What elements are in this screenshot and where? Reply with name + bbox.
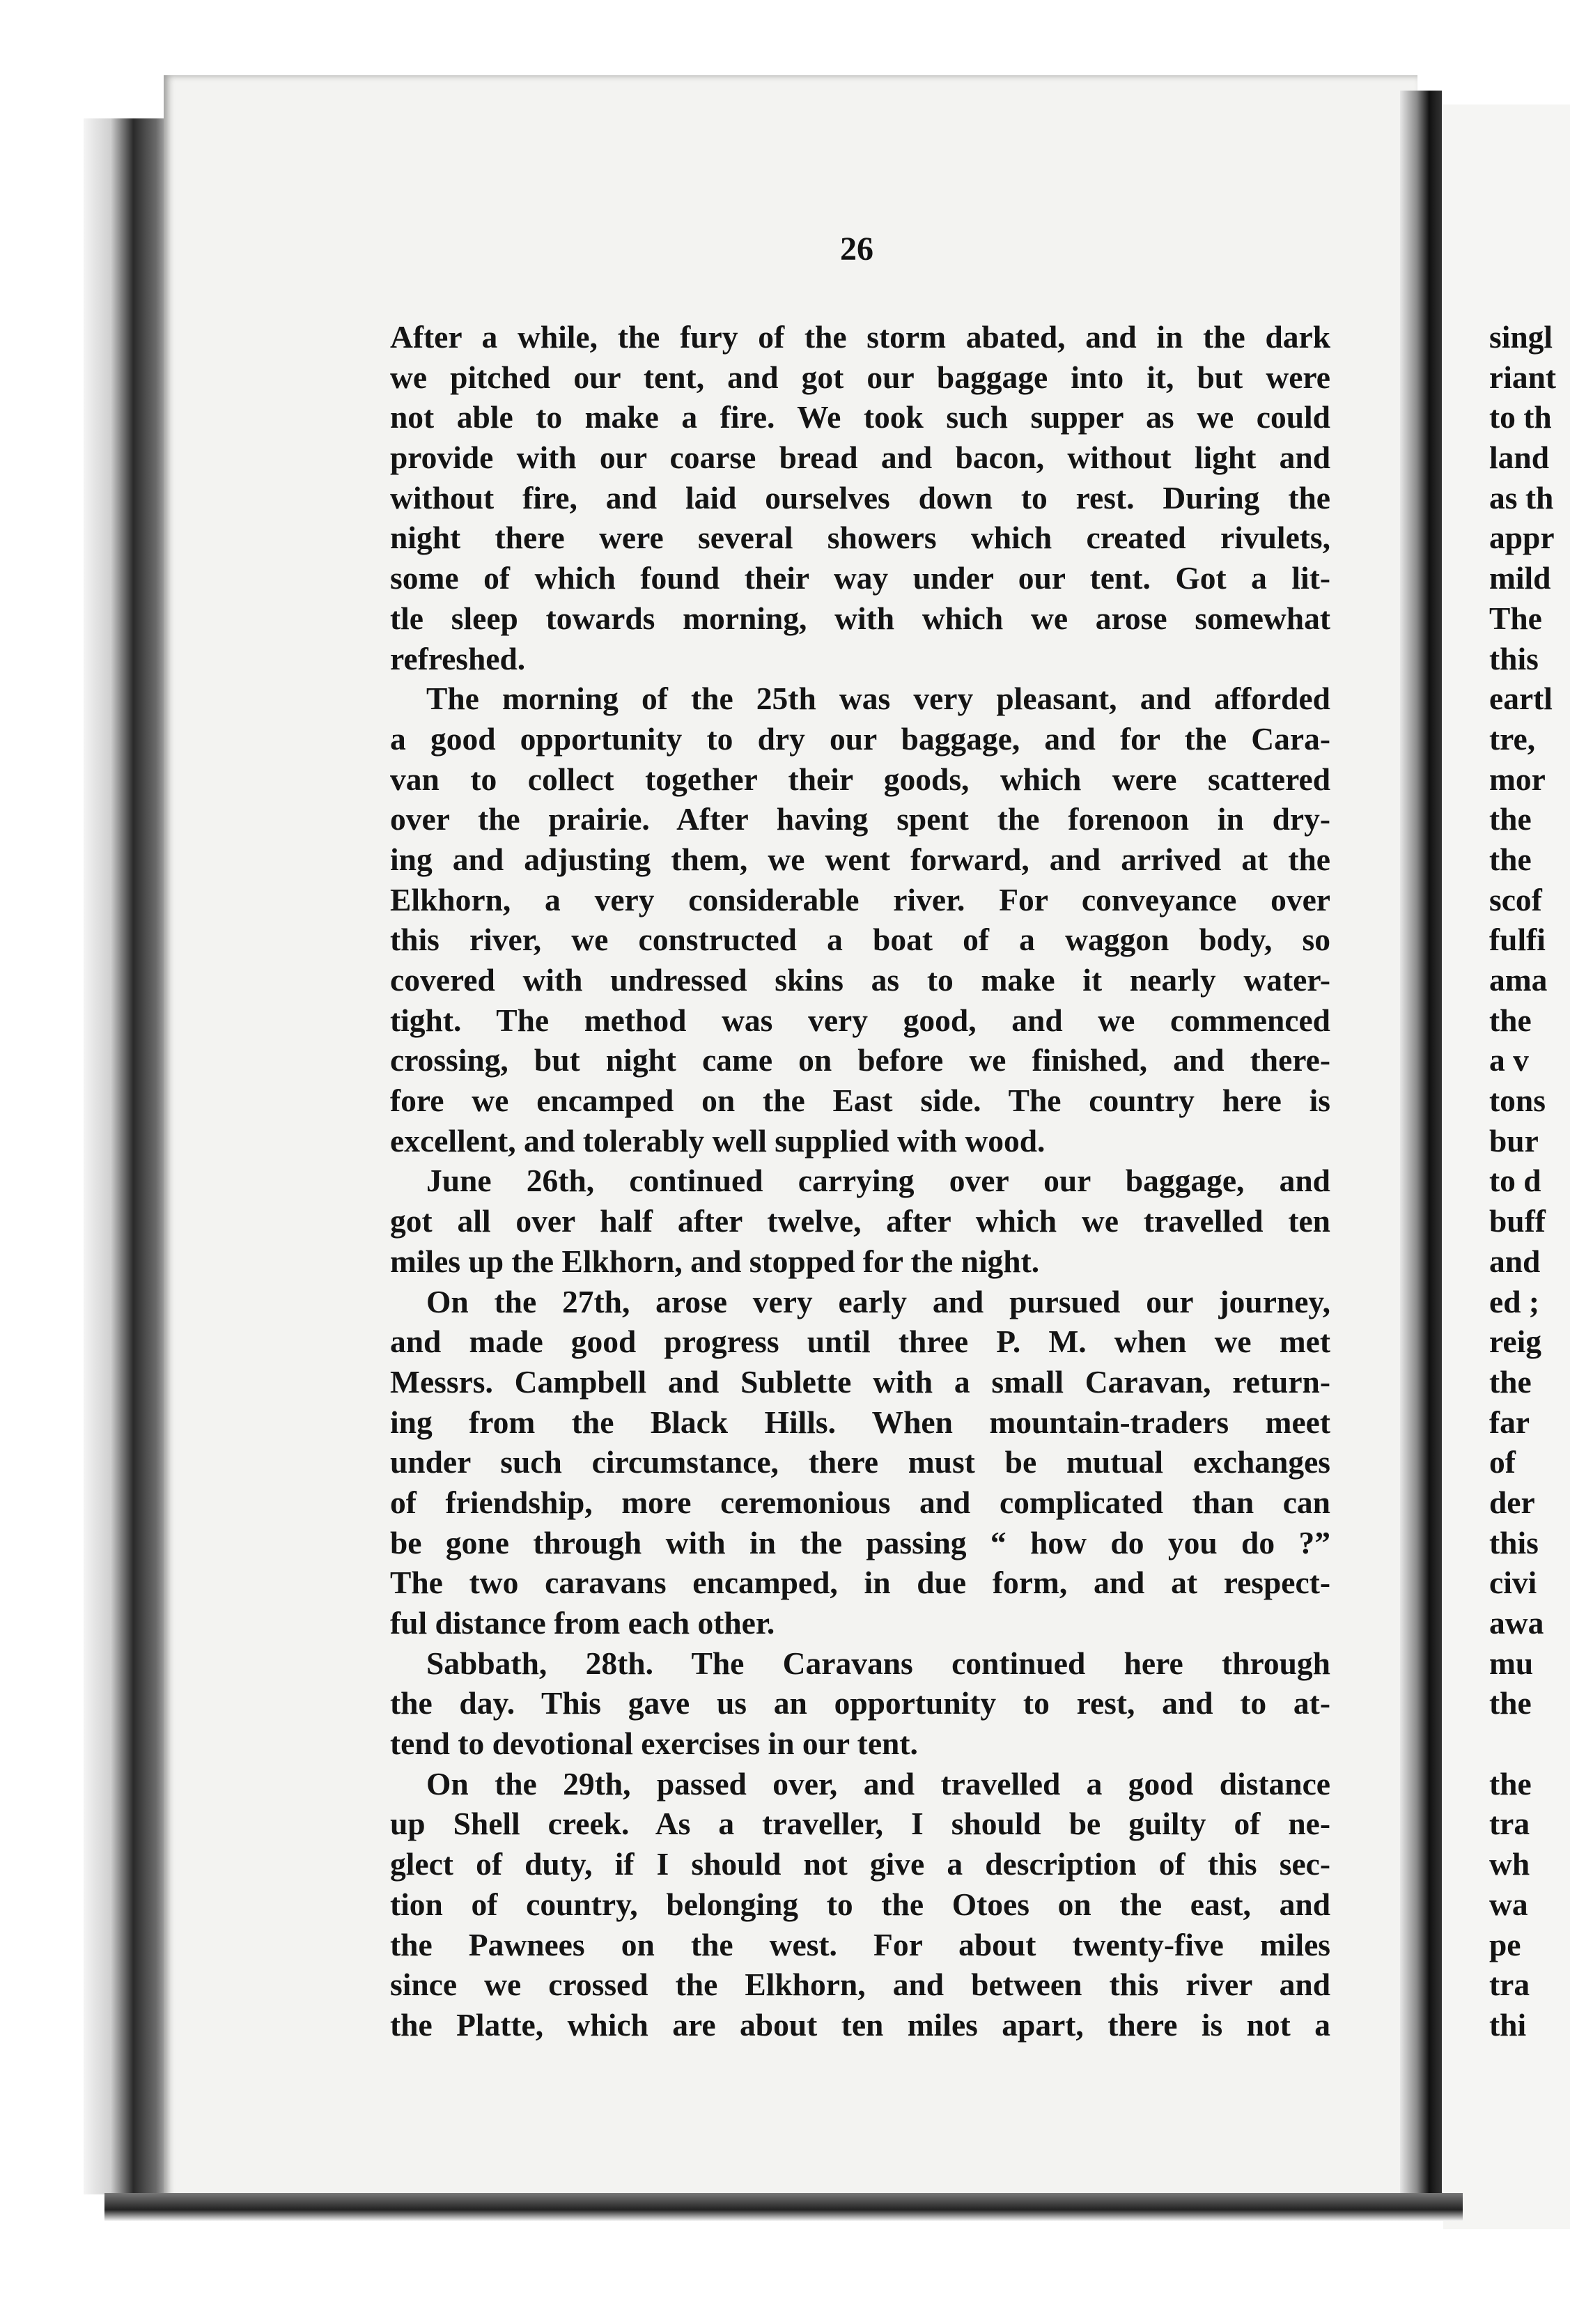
text-line: The morning of the 25th was very pleasant, and afforded <box>426 681 1330 717</box>
right-page-fragment: land <box>1489 440 1550 476</box>
text-line: crossing, but night came on before we finished, and there- <box>390 1042 1330 1078</box>
right-page-fragment: riant <box>1489 359 1557 395</box>
right-page-fragment: mu <box>1489 1645 1534 1681</box>
text-line: tight. The method was very good, and we commenced <box>390 1002 1330 1038</box>
text-line: Sabbath, 28th. The Caravans continued here through <box>426 1645 1330 1681</box>
right-page-fragment: tra <box>1489 1806 1530 1842</box>
right-page-fragment: to th <box>1489 399 1552 435</box>
right-page-fragment: the <box>1489 1765 1532 1802</box>
text-line: miles up the Elkhorn, and stopped for the night. <box>390 1243 1040 1279</box>
right-page-fragment: der <box>1489 1484 1535 1520</box>
text-line: be gone through with in the passing “ how do you do ?” <box>390 1524 1330 1560</box>
text-line: ful distance from each other. <box>390 1605 775 1641</box>
binding-shadow-left <box>84 118 174 2194</box>
right-page-fragment: civi <box>1489 1565 1537 1601</box>
text-line: up Shell creek. As a traveller, I should be guilty of ne- <box>390 1806 1330 1842</box>
right-page-fragment: tre, <box>1489 720 1536 757</box>
right-page-fragment: and <box>1489 1243 1541 1279</box>
text-line: some of which found their way under our tent. Got a lit- <box>390 560 1330 596</box>
text-line: not able to make a fire. We took such supper as we could <box>390 399 1330 435</box>
text-line: since we crossed the Elkhorn, and between this river and <box>390 1967 1330 2003</box>
right-page-fragment: far <box>1489 1404 1530 1440</box>
right-page-fragment: ama <box>1489 962 1548 998</box>
right-page-fragment: the <box>1489 841 1532 877</box>
right-page-fragment: wh <box>1489 1846 1530 1882</box>
right-page-fragment: appr <box>1489 520 1555 556</box>
text-line: of friendship, more ceremonious and complicated than can <box>390 1484 1330 1520</box>
right-page-fragment: singl <box>1489 319 1553 355</box>
text-line: provide with our coarse bread and bacon, without light and <box>390 440 1330 476</box>
right-page-fragment: the <box>1489 1002 1532 1038</box>
right-page-fragment: the <box>1489 1363 1532 1400</box>
text-line: After a while, the fury of the storm abated, and in the dark <box>390 319 1330 355</box>
text-line: the Platte, which are about ten miles apart, there is not a <box>390 2006 1330 2043</box>
text-line: got all over half after twelve, after which we travelled ten <box>390 1203 1330 1239</box>
text-line: this river, we constructed a boat of a waggon body, so <box>390 922 1330 958</box>
binding-gutter <box>1400 91 1442 2208</box>
right-page-fragment: this <box>1489 1524 1539 1560</box>
text-line: over the prairie. After having spent the forenoon in dry- <box>390 801 1330 837</box>
text-line: and made good progress until three P. M. when we met <box>390 1324 1330 1360</box>
text-line: tend to devotional exercises in our tent. <box>390 1726 918 1762</box>
right-page-fragment: ed ; <box>1489 1283 1540 1319</box>
right-page-fragment: awa <box>1489 1605 1544 1641</box>
right-page-fragment: pe <box>1489 1926 1521 1962</box>
right-page-fragment: the <box>1489 1685 1532 1721</box>
text-line: the day. This gave us an opportunity to rest, and to at- <box>390 1685 1330 1721</box>
right-page-fragment: mor <box>1489 761 1546 797</box>
text-line: On the 29th, passed over, and travelled a good distance <box>426 1765 1330 1802</box>
page-number: 26 <box>840 231 873 268</box>
text-line: tle sleep towards morning, with which we arose somewhat <box>390 600 1330 636</box>
text-line: Elkhorn, a very considerable river. For conveyance over <box>390 881 1330 917</box>
text-line: On the 27th, arose very early and pursued our journey, <box>426 1283 1330 1319</box>
text-line: ing from the Black Hills. When mountain-traders meet <box>390 1404 1330 1440</box>
text-line: a good opportunity to dry our baggage, and for the Cara- <box>390 720 1330 757</box>
right-page-fragment <box>1489 1723 1570 1764</box>
right-page-fragment: bur <box>1489 1122 1539 1159</box>
right-page-fragment: as th <box>1489 479 1554 516</box>
right-page-fragment: scof <box>1489 881 1542 917</box>
right-page-fragment: buff <box>1489 1203 1546 1239</box>
body-text <box>390 317 1330 2045</box>
text-line: the Pawnees on the west. For about twenty-five miles <box>390 1926 1330 1962</box>
right-page-fragment: wa <box>1489 1886 1528 1922</box>
right-page-fragment: this <box>1489 640 1539 676</box>
text-line: under such circumstance, there must be mutual exchanges <box>390 1444 1330 1480</box>
right-page-fragment: thi <box>1489 2006 1527 2043</box>
right-page-fragment: The <box>1489 600 1542 636</box>
text-line: van to collect together their goods, which were scattered <box>390 761 1330 797</box>
right-page-text-fragments <box>1489 317 1570 2045</box>
right-page-fragment: to d <box>1489 1163 1541 1199</box>
text-line: June 26th, continued carrying over our baggage, and <box>426 1163 1330 1199</box>
right-page-fragment: eartl <box>1489 681 1553 717</box>
text-line: night there were several showers which created rivulets, <box>390 520 1330 556</box>
page-bottom-edge <box>104 2193 1463 2221</box>
text-line: glect of duty, if I should not give a description of this sec- <box>390 1846 1330 1882</box>
text-line: excellent, and tolerably well supplied with wood. <box>390 1122 1046 1159</box>
text-line: we pitched our tent, and got our baggage into it, but were <box>390 359 1330 395</box>
text-line: Messrs. Campbell and Sublette with a small Caravan, return- <box>390 1363 1330 1400</box>
right-page-fragment: tons <box>1489 1083 1546 1119</box>
right-page-fragment: fulfi <box>1489 922 1546 958</box>
text-line: fore we encamped on the East side. The country here is <box>390 1083 1330 1119</box>
text-line: refreshed. <box>390 640 526 676</box>
text-line: without fire, and laid ourselves down to rest. During the <box>390 479 1330 516</box>
text-line: covered with undressed skins as to make it nearly water- <box>390 962 1330 998</box>
right-page-fragment: of <box>1489 1444 1516 1480</box>
text-line: The two caravans encamped, in due form, and at respect- <box>390 1565 1330 1601</box>
right-page-fragment: reig <box>1489 1324 1541 1360</box>
right-page-fragment: a v <box>1489 1042 1529 1078</box>
right-page-fragment: mild <box>1489 560 1551 596</box>
right-page-fragment: tra <box>1489 1967 1530 2003</box>
text-line: tion of country, belonging to the Otoes on the east, and <box>390 1886 1330 1922</box>
right-page-fragment: the <box>1489 801 1532 837</box>
text-line: ing and adjusting them, we went forward, and arrived at the <box>390 841 1330 877</box>
